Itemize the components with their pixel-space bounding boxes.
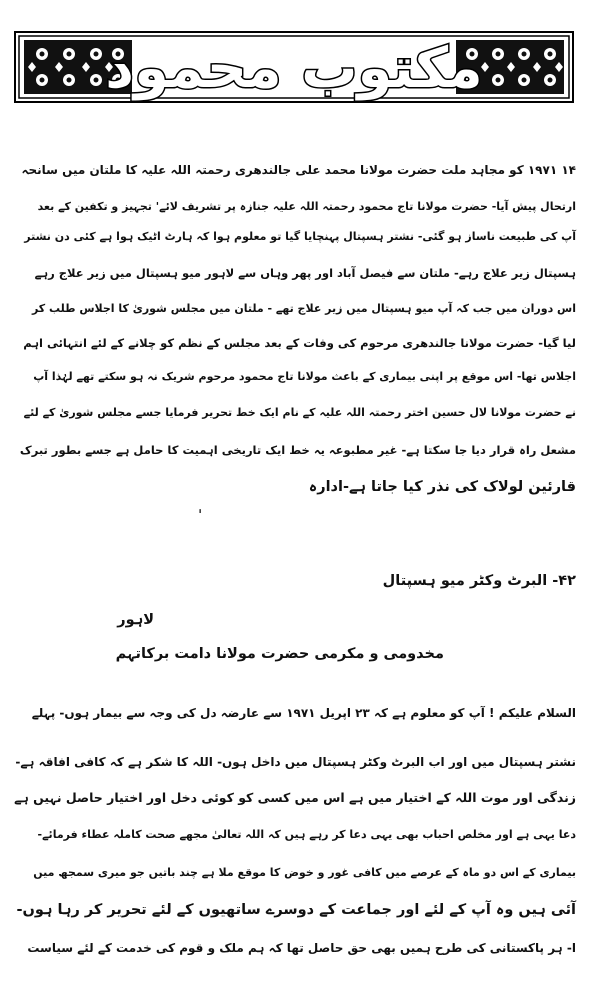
intro-line: اجلاس تھا- اس موقع پر اپنی بیماری کے باعث مولانا تاج محمود مرحوم شریک نہ ہو سکتے تھے لہٰذا آپ — [33, 370, 576, 383]
intro-line: مشعل راہ قرار دیا جا سکتا ہے- غیر مطبوعہ یہ خط ایک تاریخی اہمیت کا حامل ہے جسے بطور تبرک — [19, 443, 576, 457]
stray-mark: ˌ — [198, 500, 203, 516]
letter-line: ا- ہر پاکستانی کی طرح ہمیں بھی حق حاصل تھا کہ ہم ملک و قوم کی خدمت کے لئے سیاست — [27, 941, 576, 955]
intro-line: نے حضرت مولانا لال حسین اختر رحمتہ اللہ علیہ کے نام ایک خط تحریر فرمایا جسے مجلس شوریٰ کے لئے — [23, 406, 576, 419]
letter-city: لاہور — [117, 612, 154, 628]
letter-line: بیماری کے اس دو ماہ کے عرصے میں کافی غور و خوض کا موقع ملا ہے چند باتیں جو میری سمجھ میں — [33, 866, 576, 879]
intro-line: قارئین لولاک کی نذر کیا جاتا ہے-ادارہ — [308, 479, 576, 495]
letter-address: ۴۲- البرٹ وکٹر میو ہسپتال — [382, 573, 576, 589]
intro-line: ۱۴ ۱۹۷۱ کو مجاہد ملت حضرت مولانا محمد علی جالندھری رحمتہ اللہ علیہ کا ملتان میں سانحہ — [21, 163, 576, 177]
intro-line: لیا گیا- حضرت مولانا جالندھری مرحوم کی وفات کے بعد مجلس کے نظم کو چلانے کے لئے انتہائی اہم — [23, 336, 576, 350]
letter-line: آئی ہیں وہ آپ کے لئے اور جماعت کے دوسرے ساتھیوں کے لئے تحریر کر رہا ہوں- — [16, 902, 576, 918]
letter-salutation: مخدومی و مکرمی حضرت مولانا دامت برکاتہم — [115, 646, 444, 662]
letter-line: دعا یہی ہے اور مخلص احباب بھی یہی دعا کر رہے ہیں کہ اللہ تعالیٰ مجھے صحت کاملہ عطاء فرمائے- — [37, 828, 576, 841]
letter-line: السلام علیکم ! آپ کو معلوم ہے کہ ۲۳ اپریل ۱۹۷۱ سے عارضہ دل کی وجہ سے بیمار ہوں- پہلے — [31, 706, 576, 720]
letter-line: نشتر ہسپتال میں اور اب البرٹ وکٹر ہسپتال میں داخل ہوں- اللہ کا شکر ہے کہ کافی افاقہ ہے- — [15, 755, 576, 769]
intro-line: ہسپتال زیر علاج رہے- ملتان سے فیصل آباد اور پھر وہاں سے لاہور میو ہسپتال میں زیر علاج رہے — [34, 266, 576, 280]
title-banner — [14, 26, 574, 108]
intro-line: آپ کی طبیعت ناساز ہو گئی- نشتر ہسپتال پہنچایا گیا تو معلوم ہوا کہ ہارٹ اٹیک ہوا ہے کئی دن نشتر — [24, 230, 576, 243]
intro-line: ارتحال پیش آیا- حضرت مولانا تاج محمود رحمتہ اللہ علیہ جنازہ پر تشریف لائے' تجہیز و تکفین کے بعد — [37, 200, 576, 213]
letter-line: زندگی اور موت اللہ کے اختیار میں ہے اس میں کسی کو کوئی دخل اور اختیار حاصل نہیں ہے — [14, 790, 576, 805]
intro-line: اس دوران میں جب کہ آپ میو ہسپتال میں زیر علاج تھے - ملتان میں مجلس شوریٰ کا اجلاس طلب کر — [31, 302, 576, 315]
banner-title: مکتوب محمود — [105, 36, 483, 101]
